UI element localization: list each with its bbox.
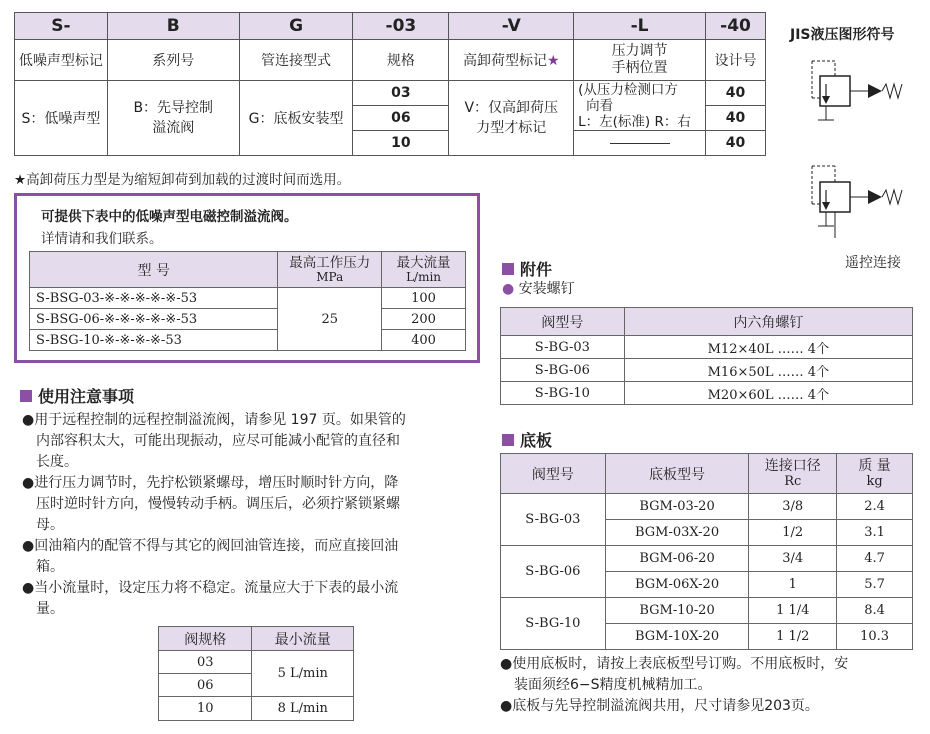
flow-value: 400 (382, 330, 466, 351)
subplate-title: 底板 (502, 428, 552, 451)
pressure-value: 25 (278, 288, 382, 351)
min-flow-a: 5 L/min (252, 651, 354, 697)
th-screw: 内六角螺钉 (624, 308, 912, 336)
size-10: 10 (353, 131, 449, 156)
section-marker (502, 263, 514, 275)
opt-handle: (从压力检测口方 向看 L：左(标准) R：右 (574, 81, 706, 131)
plate-cell: BGM-06-20 (605, 546, 749, 572)
opt-low-noise: S：低噪声型 (15, 81, 108, 156)
notes-body (22, 410, 472, 620)
screw-table (500, 307, 913, 405)
notes-title: 使用注意事项 (20, 384, 134, 407)
box-line1: 可提供下表中的低噪声型电磁控制溢流阀。 (41, 209, 298, 225)
mass-cell: 5.7 (837, 572, 913, 598)
label-design: 设计号 (706, 40, 766, 81)
note-line: 长度。 (36, 454, 78, 470)
th-port: 连接口径 Rc (749, 454, 837, 494)
jis-title: JIS液压图形符号 (790, 27, 895, 43)
mass-cell: 4.7 (837, 546, 913, 572)
mass-cell: 3.1 (837, 520, 913, 546)
opt-high-unload: V：仅高卸荷压 力型才标记 (449, 81, 574, 156)
port-cell: 1 1/4 (749, 598, 837, 624)
note-line: ●当小流量时，设定压力将不稳定。流量应大于下表的最小流 (22, 580, 399, 596)
note-line: ●用于远程控制的远程控制溢流阀，请参见 197 页。如果管的 (22, 412, 406, 428)
size-cell: 03 (159, 651, 252, 674)
valve-group: S-BG-03 (501, 494, 606, 546)
code-size: -03 (353, 13, 449, 40)
label-high-unload: 高卸荷型标记★ (449, 40, 574, 81)
label-size: 规格 (353, 40, 449, 81)
design-10: 40 (706, 131, 766, 156)
screw-cell: M16×50L …… 4个 (624, 359, 912, 382)
min-flow-table (158, 626, 354, 721)
th-mass: 质 量 kg (837, 454, 913, 494)
table-row: S-BG-03 (501, 336, 625, 359)
table-row: S-BSG-03-※-※-※-※-※-53 (30, 288, 278, 309)
screw-cell: M12×40L …… 4个 (624, 336, 912, 359)
subplate-table (500, 453, 913, 650)
box-line2: 详情请和我们联系。 (41, 231, 163, 247)
note-line: ●回油箱内的配管不得与其它的阀回油管连接，而应直接回油 (22, 538, 399, 554)
plate-cell: BGM-10X-20 (605, 624, 749, 650)
screw-cell: M20×60L …… 4个 (624, 382, 912, 405)
code-v: -V (449, 13, 574, 40)
port-cell: 3/8 (749, 494, 837, 520)
th-valve: 阀型号 (501, 454, 606, 494)
label-series: 系列号 (107, 40, 239, 81)
design-03: 40 (706, 81, 766, 106)
flow-value: 100 (382, 288, 466, 309)
jis-symbol-remote (798, 160, 908, 245)
size-06: 06 (353, 106, 449, 131)
port-cell: 1 (749, 572, 837, 598)
model-code-table (14, 12, 766, 156)
star-note: ★高卸荷压力型是为缩短卸荷到加载的过渡时间而选用。 (14, 172, 351, 188)
mass-cell: 8.4 (837, 598, 913, 624)
plate-cell: BGM-10-20 (605, 598, 749, 624)
note-line: 量。 (36, 601, 64, 617)
flow-value: 200 (382, 309, 466, 330)
label-low-noise: 低噪声型标记 (15, 40, 108, 81)
th-plate: 底板型号 (605, 454, 749, 494)
jis-symbol-standard (798, 56, 908, 136)
accessories-sub: ● 安装螺钉 (502, 281, 575, 297)
mass-cell: 2.4 (837, 494, 913, 520)
low-noise-table (29, 251, 466, 351)
code-g: G (239, 13, 353, 40)
table-row: S-BSG-06-※-※-※-※-※-53 (30, 309, 278, 330)
port-cell: 3/4 (749, 546, 837, 572)
mass-cell: 10.3 (837, 624, 913, 650)
table-row: S-BSG-10-※-※-※-※-53 (30, 330, 278, 351)
valve-group: S-BG-10 (501, 598, 606, 650)
note-line: 内部容积太大，可能出现振动，应尽可能减小配管的直径和 (36, 433, 400, 449)
code-b: B (107, 13, 239, 40)
port-cell: 1 1/2 (749, 624, 837, 650)
code-s: S- (15, 13, 108, 40)
low-noise-solenoid-box (14, 193, 480, 363)
min-flow-b: 8 L/min (252, 697, 354, 721)
th-valve: 阀型号 (501, 308, 625, 336)
opt-connection: G：底板安装型 (239, 81, 353, 156)
note-line: ●底板与先导控制溢流阀共用，尺寸请参见203页。 (500, 698, 819, 714)
subplate-notes (500, 654, 920, 717)
handle-none (574, 131, 706, 156)
note-line: ●使用底板时，请按上表底板型号订购。不用底板时，安 (500, 656, 849, 672)
th-flow: 最大流量 L/min (382, 252, 466, 288)
label-handle: 压力调节 手柄位置 (574, 40, 706, 81)
table-row: S-BG-06 (501, 359, 625, 382)
size-cell: 06 (159, 674, 252, 697)
note-line: ●进行压力调节时，先拧松锁紧螺母，增压时顺时针方向，降 (22, 475, 399, 491)
th-pressure: 最高工作压力 MPa (278, 252, 382, 288)
note-line: 压时逆时针方向，慢慢转动手柄。调压后，必须拧紧锁紧螺 (36, 496, 400, 512)
note-line: 母。 (36, 517, 64, 533)
th-size: 阀规格 (159, 627, 252, 651)
section-marker (20, 390, 32, 402)
size-03: 03 (353, 81, 449, 106)
accessories-title: 附件 (502, 257, 552, 280)
port-cell: 1/2 (749, 520, 837, 546)
th-model: 型 号 (30, 252, 278, 288)
th-min-flow: 最小流量 (252, 627, 354, 651)
section-marker (502, 434, 514, 446)
label-connection: 管连接型式 (239, 40, 353, 81)
opt-series: B：先导控制 溢流阀 (107, 81, 239, 156)
note-line: 箱。 (36, 559, 64, 575)
size-cell: 10 (159, 697, 252, 721)
plate-cell: BGM-03X-20 (605, 520, 749, 546)
code-design: -40 (706, 13, 766, 40)
jis-remote-label: 遥控连接 (845, 255, 901, 271)
code-l: -L (574, 13, 706, 40)
table-row: S-BG-10 (501, 382, 625, 405)
plate-cell: BGM-03-20 (605, 494, 749, 520)
design-06: 40 (706, 106, 766, 131)
plate-cell: BGM-06X-20 (605, 572, 749, 598)
valve-group: S-BG-06 (501, 546, 606, 598)
note-line: 装面须经6−S精度机械精加工。 (514, 677, 712, 693)
